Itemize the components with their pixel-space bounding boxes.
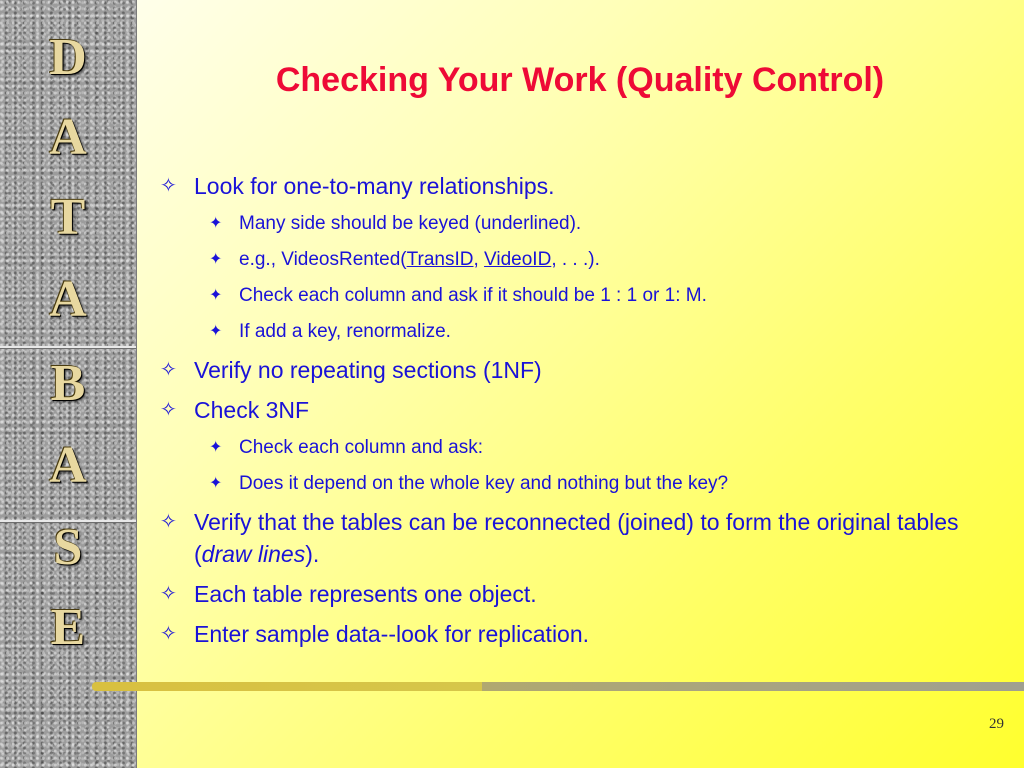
- bullet-text: Verify that the tables can be reconnected (joined) to form the original tables (: [194, 509, 959, 567]
- sidebar-letter: S: [53, 519, 83, 576]
- sidebar-letter: D: [49, 29, 87, 86]
- page-number: 29: [989, 716, 1004, 732]
- sub-bullet-item: [158, 210, 1008, 237]
- bullet-item: [158, 170, 1008, 202]
- sub-bullet-item: [158, 246, 1008, 273]
- bullet-text: Each table represents one object.: [194, 581, 537, 607]
- slide-title: Checking Your Work (Quality Control): [275, 61, 885, 99]
- footer-rule-left: [92, 682, 482, 691]
- four-point-star-outline-icon: ✧: [160, 623, 177, 645]
- sub-bullet-text: Check each column and ask:: [239, 437, 483, 458]
- bullet-text: Enter sample data--look for replication.: [194, 621, 590, 647]
- sub-bullet-text: e.g., VideosRented(: [239, 249, 407, 270]
- sidebar-divider: [0, 346, 136, 349]
- bullet-item: [158, 618, 1008, 650]
- bullet-text: Check 3NF: [194, 397, 310, 423]
- sub-bullet-item: [158, 470, 1008, 497]
- sub-bullet-item: [158, 282, 1008, 309]
- bullet-item: [158, 394, 1008, 426]
- bullet-item: [158, 578, 1008, 610]
- sidebar-letter: B: [50, 355, 86, 412]
- key-videoid: VideoID: [484, 249, 552, 270]
- granite-sidebar: [0, 0, 137, 768]
- sub-bullet-text: If add a key, renormalize.: [239, 321, 451, 342]
- sub-bullet-text: Many side should be keyed (underlined).: [239, 213, 582, 234]
- four-point-star-icon: ✦: [209, 287, 223, 304]
- bullet-item: [158, 354, 1008, 386]
- bullet-text: Look for one-to-many relationships.: [194, 173, 555, 199]
- four-point-star-icon: ✦: [209, 439, 223, 456]
- sub-bullet-text-end: , . . .).: [551, 249, 600, 270]
- four-point-star-outline-icon: ✧: [160, 175, 177, 197]
- four-point-star-icon: ✦: [209, 251, 223, 268]
- sidebar-letter: T: [50, 189, 86, 246]
- key-transid: TransID: [406, 249, 474, 270]
- sidebar-letter: A: [49, 437, 87, 494]
- bullet-text: Verify no repeating sections (1NF): [194, 357, 542, 383]
- emphasis-text: draw lines: [201, 541, 306, 567]
- separator: ,: [473, 249, 485, 270]
- sub-bullet-item: [158, 434, 1008, 461]
- four-point-star-outline-icon: ✧: [160, 359, 177, 381]
- four-point-star-outline-icon: ✧: [160, 583, 177, 605]
- bullet-text-end: ).: [305, 541, 320, 567]
- sidebar-letter: A: [49, 109, 87, 166]
- sub-bullet-text: Check each column and ask if it should be 1 : 1 or 1: M.: [239, 285, 707, 306]
- sidebar-letter: A: [49, 271, 87, 328]
- four-point-star-icon: ✦: [209, 215, 223, 232]
- bullet-list: [158, 170, 1008, 658]
- bullet-item: [158, 506, 1008, 570]
- sub-bullet-text: Does it depend on the whole key and nothing but the key?: [239, 473, 729, 494]
- four-point-star-outline-icon: ✧: [160, 511, 177, 533]
- four-point-star-outline-icon: ✧: [160, 399, 177, 421]
- four-point-star-icon: ✦: [209, 475, 223, 492]
- four-point-star-icon: ✦: [209, 323, 223, 340]
- footer-rule-right: [482, 682, 1024, 691]
- sub-bullet-item: [158, 318, 1008, 345]
- sidebar-letter: E: [50, 599, 86, 656]
